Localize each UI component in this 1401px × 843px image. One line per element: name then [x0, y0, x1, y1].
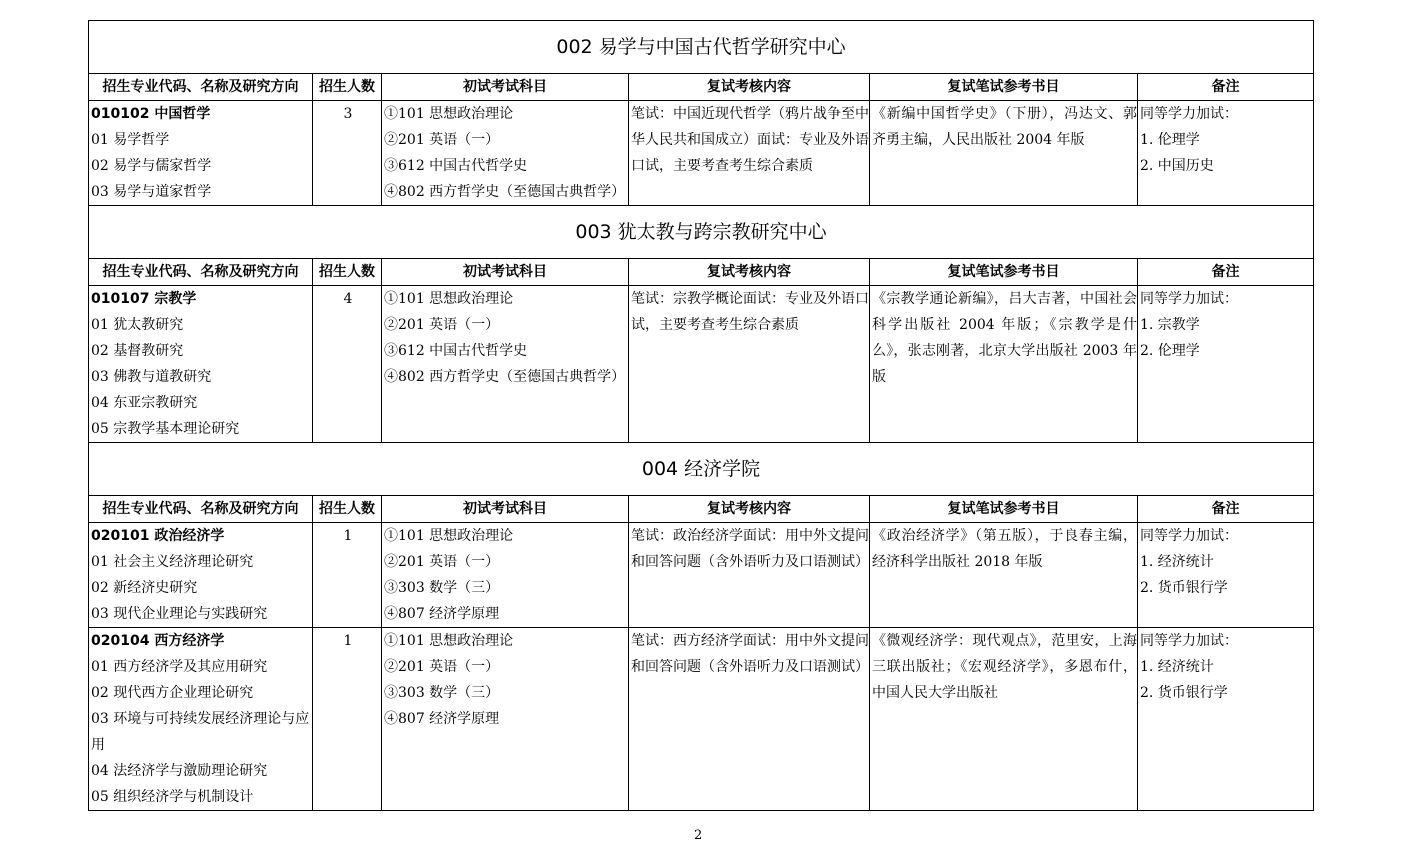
- exam-subject: ②201 英语（一）: [384, 659, 500, 675]
- note-cell: [1138, 286, 1314, 443]
- exam-subject: ④807 经济学原理: [384, 711, 500, 727]
- section-title-row: [89, 21, 1314, 74]
- exam-cell: [382, 628, 629, 811]
- header-retest: 复试考核内容: [629, 259, 870, 286]
- quota-cell: 1: [313, 523, 382, 628]
- header-note: 备注: [1138, 259, 1314, 286]
- exam-subject: ①101 思想政治理论: [384, 528, 514, 544]
- section-title: 002 易学与中国古代哲学研究中心: [89, 21, 1314, 74]
- note-line: 同等学力加试：: [1140, 528, 1238, 544]
- major-cell: [89, 628, 313, 811]
- header-quota: 招生人数: [313, 496, 382, 523]
- research-direction: 02 现代西方企业理论研究: [91, 685, 254, 701]
- exam-subject: ②201 英语（一）: [384, 132, 500, 148]
- exam-subject: ③303 数学（三）: [384, 580, 500, 596]
- header-books: 复试笔试参考书目: [870, 496, 1138, 523]
- header-exam: 初试考试科目: [382, 496, 629, 523]
- exam-subject: ①101 思想政治理论: [384, 633, 514, 649]
- table-header-row: [89, 259, 1314, 286]
- exam-subject: ④802 西方哲学史（至德国古典哲学）: [384, 369, 626, 385]
- note-line: 1. 经济统计: [1140, 554, 1214, 570]
- table-row: [89, 523, 1314, 628]
- retest-cell: 笔试：中国近现代哲学（鸦片战争至中华人民共和国成立）面试：专业及外语口试，主要考查考生综合素质: [629, 101, 870, 206]
- header-note: 备注: [1138, 496, 1314, 523]
- research-direction: 01 西方经济学及其应用研究: [91, 659, 268, 675]
- note-cell: [1138, 628, 1314, 811]
- note-line: 1. 宗教学: [1140, 317, 1200, 333]
- header-major: 招生专业代码、名称及研究方向: [89, 74, 313, 101]
- research-direction: 03 易学与道家哲学: [91, 184, 212, 200]
- books-cell: 《新编中国哲学史》（下册），冯达文、郭齐勇主编，人民出版社 2004 年版: [870, 101, 1138, 206]
- books-cell: 《政治经济学》（第五版），于良春主编，经济科学出版社 2018 年版: [870, 523, 1138, 628]
- research-direction: 01 易学哲学: [91, 132, 170, 148]
- section-title-row: [89, 443, 1314, 496]
- exam-cell: [382, 523, 629, 628]
- research-direction: 04 东亚宗教研究: [91, 395, 198, 411]
- table-header-row: [89, 74, 1314, 101]
- note-line: 同等学力加试：: [1140, 291, 1238, 307]
- header-exam: 初试考试科目: [382, 74, 629, 101]
- section-title-row: [89, 206, 1314, 259]
- major-cell: [89, 523, 313, 628]
- note-line: 1. 伦理学: [1140, 132, 1200, 148]
- major-cell: [89, 286, 313, 443]
- retest-cell: 笔试：政治经济学面试：用中外文提问和回答问题（含外语听力及口语测试）: [629, 523, 870, 628]
- retest-cell: 笔试：西方经济学面试：用中外文提问和回答问题（含外语听力及口语测试）: [629, 628, 870, 811]
- exam-subject: ①101 思想政治理论: [384, 106, 514, 122]
- header-books: 复试笔试参考书目: [870, 259, 1138, 286]
- research-direction: 03 佛教与道教研究: [91, 369, 212, 385]
- exam-cell: [382, 101, 629, 206]
- header-quota: 招生人数: [313, 74, 382, 101]
- exam-subject: ③303 数学（三）: [384, 685, 500, 701]
- research-direction: 05 组织经济学与机制设计: [91, 789, 254, 805]
- header-retest: 复试考核内容: [629, 74, 870, 101]
- exam-subject: ③612 中国古代哲学史: [384, 158, 528, 174]
- major-name: 010102 中国哲学: [91, 106, 211, 122]
- books-cell: 《微观经济学：现代观点》，范里安，上海三联出版社；《宏观经济学》，多恩布什，中国人民大学出版社: [870, 628, 1138, 811]
- header-note: 备注: [1138, 74, 1314, 101]
- major-name: 020101 政治经济学: [91, 528, 225, 544]
- note-line: 同等学力加试：: [1140, 106, 1238, 122]
- exam-subject: ②201 英语（一）: [384, 317, 500, 333]
- major-name: 020104 西方经济学: [91, 633, 225, 649]
- note-cell: [1138, 523, 1314, 628]
- research-direction: 05 宗教学基本理论研究: [91, 421, 240, 437]
- exam-subject: ②201 英语（一）: [384, 554, 500, 570]
- header-retest: 复试考核内容: [629, 496, 870, 523]
- research-direction: 01 犹太教研究: [91, 317, 184, 333]
- header-books: 复试笔试参考书目: [870, 74, 1138, 101]
- quota-cell: 4: [313, 286, 382, 443]
- table-row: [89, 101, 1314, 206]
- research-direction: 02 新经济史研究: [91, 580, 198, 596]
- note-line: 2. 伦理学: [1140, 343, 1200, 359]
- retest-cell: 笔试：宗教学概论面试：专业及外语口试，主要考查考生综合素质: [629, 286, 870, 443]
- exam-subject: ④802 西方哲学史（至德国古典哲学）: [384, 184, 626, 200]
- exam-subject: ①101 思想政治理论: [384, 291, 514, 307]
- major-cell: [89, 101, 313, 206]
- note-line: 2. 货币银行学: [1140, 580, 1228, 596]
- research-direction: 03 环境与可持续发展经济理论与应用: [91, 711, 310, 753]
- table-header-row: [89, 496, 1314, 523]
- page-number: 2: [694, 828, 703, 843]
- note-line: 同等学力加试：: [1140, 633, 1238, 649]
- table-row: [89, 628, 1314, 811]
- header-major: 招生专业代码、名称及研究方向: [89, 496, 313, 523]
- research-direction: 03 现代企业理论与实践研究: [91, 606, 268, 622]
- research-direction: 02 基督教研究: [91, 343, 184, 359]
- note-cell: [1138, 101, 1314, 206]
- note-line: 2. 货币银行学: [1140, 685, 1228, 701]
- header-major: 招生专业代码、名称及研究方向: [89, 259, 313, 286]
- section-title: 004 经济学院: [89, 443, 1314, 496]
- exam-cell: [382, 286, 629, 443]
- books-cell: 《宗教学通论新编》，吕大吉著，中国社会科学出版社 2004 年版；《宗教学是什么》，张志刚著，北京大学出版社 2003 年版: [870, 286, 1138, 443]
- research-direction: 01 社会主义经济理论研究: [91, 554, 254, 570]
- note-line: 1. 经济统计: [1140, 659, 1214, 675]
- section-title: 003 犹太教与跨宗教研究中心: [89, 206, 1314, 259]
- admissions-table: [88, 20, 1314, 811]
- research-direction: 02 易学与儒家哲学: [91, 158, 212, 174]
- table-row: [89, 286, 1314, 443]
- major-name: 010107 宗教学: [91, 291, 197, 307]
- research-direction: 04 法经济学与激励理论研究: [91, 763, 268, 779]
- exam-subject: ③612 中国古代哲学史: [384, 343, 528, 359]
- note-line: 2. 中国历史: [1140, 158, 1214, 174]
- quota-cell: 1: [313, 628, 382, 811]
- quota-cell: 3: [313, 101, 382, 206]
- exam-subject: ④807 经济学原理: [384, 606, 500, 622]
- header-exam: 初试考试科目: [382, 259, 629, 286]
- header-quota: 招生人数: [313, 259, 382, 286]
